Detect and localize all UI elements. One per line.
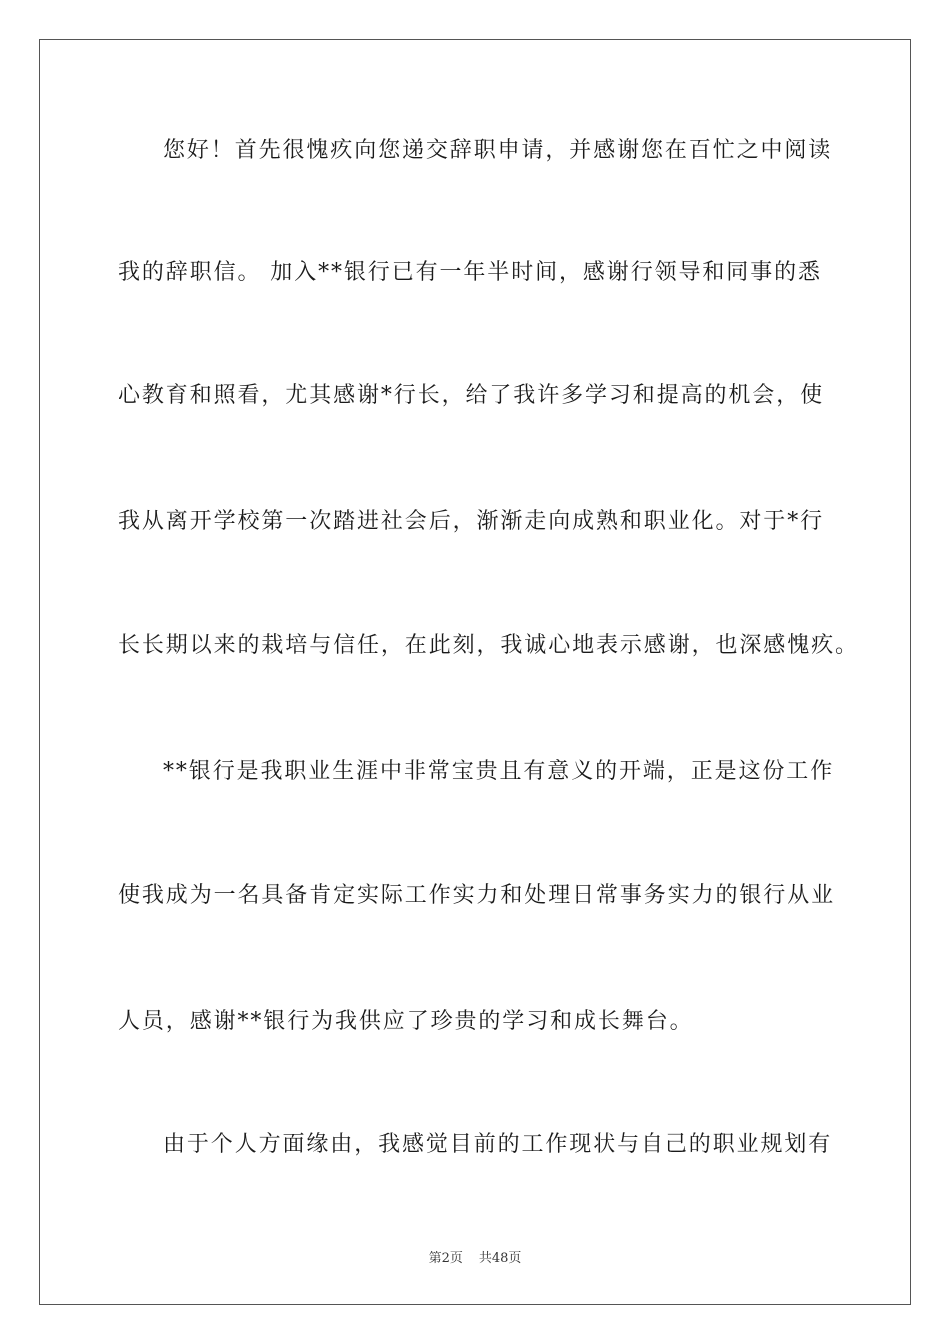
page-border: [39, 39, 911, 1305]
page-number: 第2页: [428, 1251, 463, 1266]
text-line-5: 长长期以来的栽培与信任，在此刻，我诚心地表示感谢，也深感愧疚。: [118, 633, 859, 658]
text-line-8: 人员，感谢**银行为我供应了珍贵的学习和成长舞台。: [118, 1009, 694, 1034]
page-total: 共48页: [478, 1251, 522, 1266]
text-line-9: 由于个人方面缘由，我感觉目前的工作现状与自己的职业规划有: [163, 1132, 833, 1157]
page-footer: [0, 1247, 950, 1266]
text-line-1: 您好！首先很愧疚向您递交辞职申请，并感谢您在百忙之中阅读: [163, 138, 833, 163]
text-line-2: 我的辞职信。 加入**银行已有一年半时间，感谢行领导和同事的悉: [118, 260, 822, 285]
text-line-4: 我从离开学校第一次踏进社会后，渐渐走向成熟和职业化。对于*行: [118, 509, 825, 534]
text-line-6: **银行是我职业生涯中非常宝贵且有意义的开端，正是这份工作: [163, 759, 835, 784]
text-line-7: 使我成为一名具备肯定实际工作实力和处理日常事务实力的银行从业: [118, 883, 836, 908]
text-line-3: 心教育和照看，尤其感谢*行长，给了我许多学习和提高的机会，使: [118, 383, 825, 408]
